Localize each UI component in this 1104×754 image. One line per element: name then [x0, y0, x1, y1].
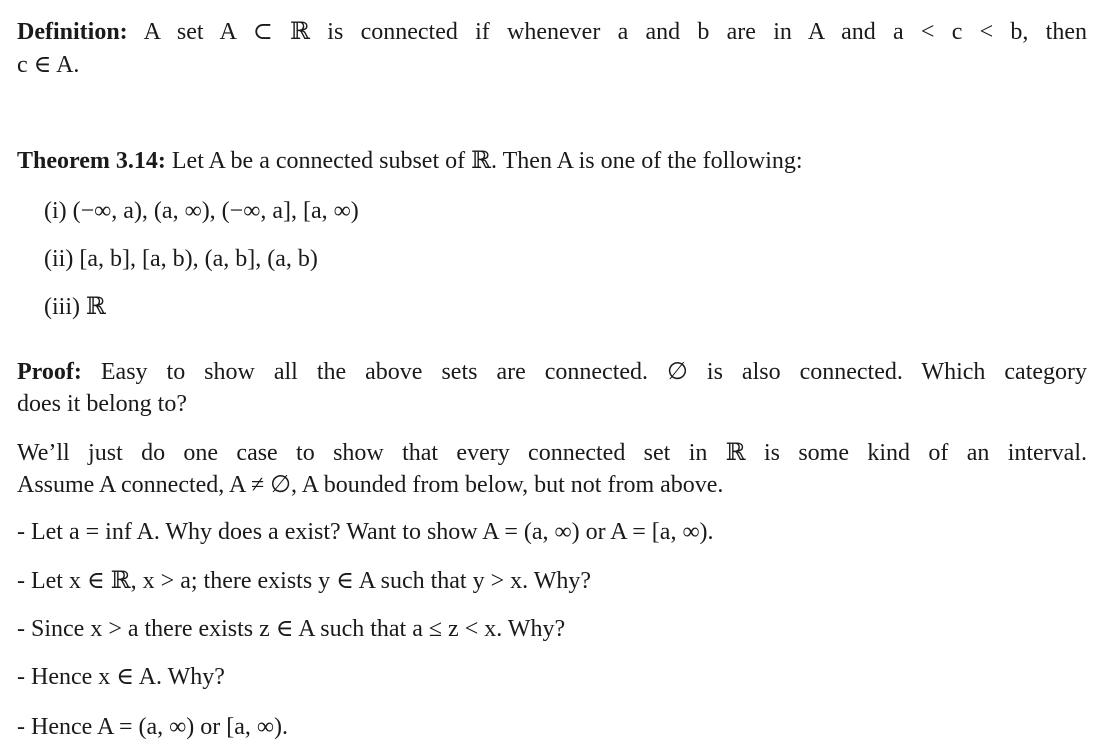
definition-line-2: c ∈ A.: [17, 52, 80, 78]
proof-step-2: - Let x ∈ ℝ, x > a; there exists y ∈ A such that y > x. Why?: [17, 568, 592, 594]
theorem-item-2: (ii) [a, b], [a, b), (a, b], (a, b): [44, 246, 318, 272]
proof-label: Proof:: [17, 359, 82, 385]
theorem-line: [17, 145, 803, 177]
theorem-item-3: (iii) ℝ: [44, 294, 106, 320]
proof-line-2: does it belong to?: [17, 391, 187, 417]
theorem-statement: Let A be a connected subset of ℝ. Then A is one of the following:: [171, 148, 803, 174]
proof-step-5: - Hence A = (a, ∞) or [a, ∞).: [17, 714, 288, 740]
proof-line-1: [17, 356, 1087, 388]
theorem-item-1: (i) (−∞, a), (a, ∞), (−∞, a], [a, ∞): [44, 198, 359, 224]
proof-para2-line-1: We’ll just do one case to show that every connected set in ℝ is some kind of an interval.: [17, 440, 1087, 466]
theorem-label: Theorem 3.14:: [17, 148, 166, 174]
proof-step-4: - Hence x ∈ A. Why?: [17, 664, 225, 690]
proof-step-1: - Let a = inf A. Why does a exist? Want to show A = (a, ∞) or A = [a, ∞).: [17, 519, 714, 545]
proof-para2-line-2: Assume A connected, A ≠ ∅, A bounded from below, but not from above.: [17, 472, 724, 498]
definition-label: Definition:: [17, 19, 128, 45]
proof-text: Easy to show all the above sets are connected. ∅ is also connected. Which category: [100, 359, 1088, 385]
definition-line-1: [17, 16, 1087, 48]
definition-text: A set A ⊂ ℝ is connected if whenever a and b are in A and a < c < b, then: [143, 19, 1087, 45]
proof-step-3: - Since x > a there exists z ∈ A such that a ≤ z < x. Why?: [17, 616, 566, 642]
